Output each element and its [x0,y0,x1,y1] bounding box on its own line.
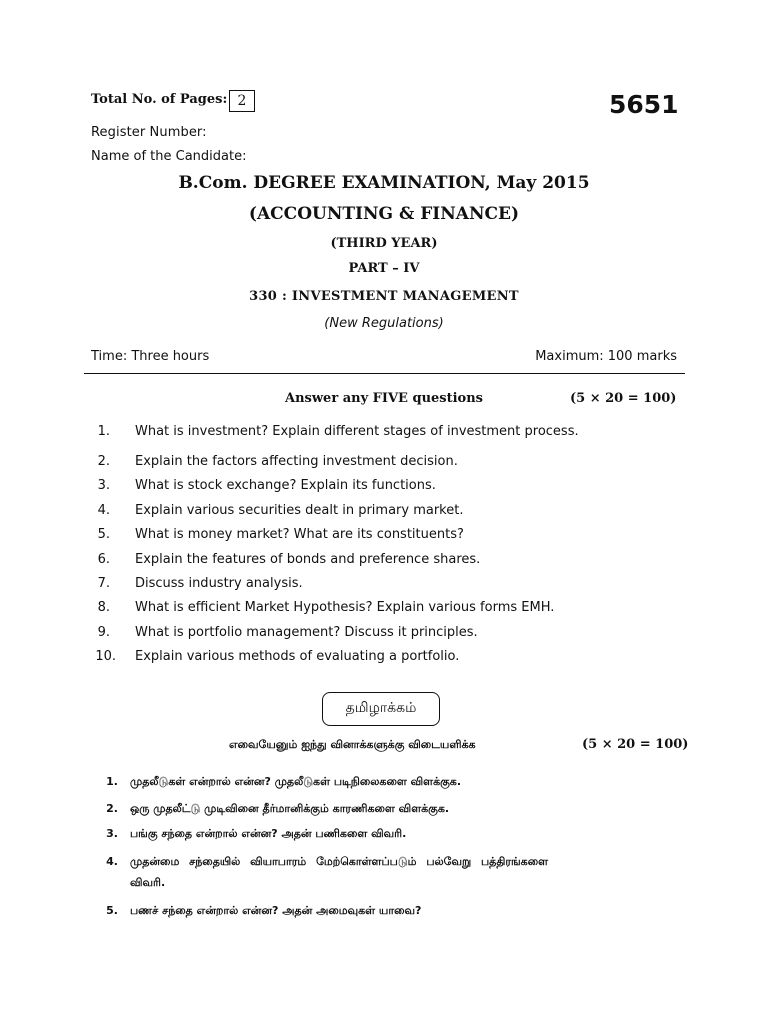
question-number: 4. [97,503,110,518]
tamil-instruction-text: எவையேனும் ஐந்து வினாக்களுக்கு விடையளிக்க [229,738,476,751]
tamil-question-text: ஒரு முதலீட்டு முடிவினை தீர்மானிக்கும் காரணிகளை விளக்குக. [130,802,450,815]
question-text: Explain the features of bonds and preference shares. [135,552,481,567]
question-text: What is money market? What are its constituents? [135,527,464,542]
question-number: 10. [95,649,116,664]
question-number: 8. [97,600,110,615]
total-pages-value: 2 [229,90,255,112]
question-text: What is stock exchange? Explain its functions. [135,478,436,493]
register-number-label: Register Number: [91,125,207,140]
maximum-marks: Maximum: 100 marks [535,349,677,364]
tamil-question-text: பணச் சந்தை என்றால் என்ன? அதன் அமைவுகள் யாவை? [130,904,422,917]
tamil-translation-heading: தமிழாக்கம் [322,692,440,726]
tamil-question-text: முதலீடுகள் என்றால் என்ன? முதலீடுகள் படிநிலைகளை விளக்குக. [130,775,462,788]
tamil-question-number: 3. [106,827,118,840]
question-number: 3. [97,478,110,493]
candidate-name-label: Name of the Candidate: [91,149,247,164]
question-text: What is portfolio management? Discuss it principles. [135,625,478,640]
paper-code: 5651 [609,90,679,119]
exam-title: B.Com. DEGREE EXAMINATION, May 2015 [178,173,590,193]
tamil-question-text: பங்கு சந்தை என்றால் என்ன? அதன் பணிகளை விவரி. [130,827,407,840]
tamil-question-text-continued: விவரி. [130,876,166,889]
tamil-instruction-marks: (5 × 20 = 100) [582,737,689,752]
question-text: Explain various methods of evaluating a portfolio. [135,649,460,664]
question-text: What is efficient Market Hypothesis? Explain various forms EMH. [135,600,555,615]
question-number: 7. [97,576,110,591]
time-allowed: Time: Three hours [91,349,210,364]
instruction-marks: (5 × 20 = 100) [570,391,677,406]
question-text: Explain various securities dealt in primary market. [135,503,464,518]
regulations-note: (New Regulations) [324,316,444,331]
exam-subject-group: (ACCOUNTING & FINANCE) [248,204,520,224]
tamil-question-number: 5. [106,904,118,917]
question-number: 6. [97,552,110,567]
question-number: 1. [97,424,110,439]
tamil-question-number: 4. [106,855,118,868]
paper-title: 330 : INVESTMENT MANAGEMENT [249,289,519,304]
instruction-text: Answer any FIVE questions [285,391,483,406]
question-number: 5. [97,527,110,542]
total-pages-label: Total No. of Pages: [91,92,228,107]
exam-part: PART – IV [348,261,420,276]
header-divider [84,373,685,374]
tamil-question-number: 1. [106,775,118,788]
tamil-question-number: 2. [106,802,118,815]
tamil-question-text: முதன்மை சந்தையில் வியாபாரம் மேற்கொள்ளப்படும் பல்வேறு பத்திரங்களை [130,855,549,868]
question-number: 9. [97,625,110,640]
question-text: Discuss industry analysis. [135,576,303,591]
exam-year: (THIRD YEAR) [330,236,438,251]
question-text: Explain the factors affecting investment decision. [135,454,458,469]
question-text: What is investment? Explain different stages of investment process. [135,424,579,439]
question-number: 2. [97,454,110,469]
